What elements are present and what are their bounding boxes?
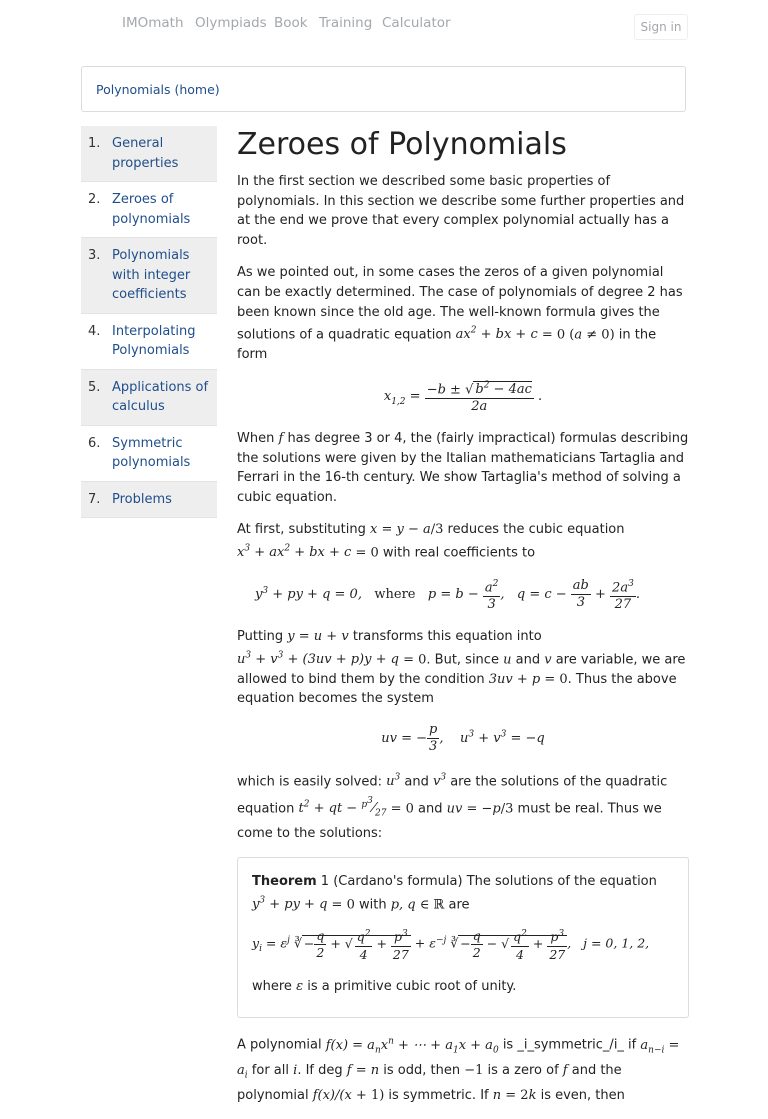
sidebar-item-label[interactable]: Problems: [112, 491, 172, 507]
sidebar-item-number: 1.: [88, 136, 101, 151]
page-title: Zeroes of Polynomials: [237, 127, 567, 162]
sidebar-item-number: 2.: [88, 192, 101, 207]
paragraph-transform: Putting y = u + v transforms this equation into $u^3 + v^3 + (3uv + p)y + q = 0$. But, since u and v are variable, we are allowed to bind them by the condition 3uv + p = 0. Thus the above equation becomes the system: [237, 629, 686, 707]
sidebar-item-number: 4.: [88, 323, 101, 339]
paragraph-substitution: At first, substituting x = y − a/3 reduces the cubic equation $x^3 + ax^2$ + bx + c = 0 with real coefficients to: [237, 522, 625, 561]
system-formula: uv = − $\frac{p}{3}$ , $u^3 + v^3 = -q$: [381, 721, 545, 754]
theorem-note: where ε is a primitive cubic root of unity.: [252, 978, 517, 994]
theorem-statement: Theorem 1 (Cardano's formula) The solutions of the equation $y^3$ + py + q = 0 with p, q ∈ ℝ are: [252, 873, 657, 912]
breadcrumb-box: [81, 66, 686, 112]
sidebar-item-number: 6.: [88, 435, 101, 451]
nav-link-training[interactable]: Training: [319, 15, 373, 31]
sidebar-item-number: 5.: [88, 379, 101, 395]
sidebar-item-general-properties[interactable]: [81, 126, 217, 182]
nav-link-imomath[interactable]: IMOmath: [122, 15, 184, 31]
nav-link-book[interactable]: Book: [274, 15, 308, 31]
top-navigation: [0, 0, 768, 50]
paragraph-solution: which is easily solved: $u^3$ and $v^3$ are the solutions of the quadratic equation $t^2$ + qt − $^{p^3}⁄_{27} = 0$ and uv = −p/3 must be real. Thus we come to the solutions:: [237, 772, 668, 842]
sidebar-item-label[interactable]: Zeroes of polynomials: [112, 192, 191, 227]
depressed-cubic-formula: $y^3$ + py + q = 0, where p = b − $\frac{a^2}{3}$ , q = c − $\frac{ab}{3}$ + $\frac{2a^3}{27}$ .: [237, 576, 689, 613]
sidebar-item-integer-coefficients[interactable]: [81, 238, 217, 314]
sidebar-item-label[interactable]: Applications of calculus: [112, 379, 209, 414]
nav-link-olympiads[interactable]: Olympiads: [195, 15, 267, 31]
sidebar-item-interpolating[interactable]: [81, 314, 217, 370]
quadratic-formula: $x_{1,2}$ = $\frac{-b \pm √ b^2 - 4ac}{2a}$ .: [237, 378, 689, 415]
sidebar-item-number: 3.: [88, 248, 101, 263]
sidebar-item-label[interactable]: Polynomials with integer coefficients: [112, 248, 191, 302]
sidebar-item-label[interactable]: Interpolating Polynomials: [112, 323, 196, 358]
sidebar-item-problems[interactable]: [81, 482, 217, 519]
sidebar-item-symmetric[interactable]: [81, 426, 217, 482]
paragraph-history: When f has degree 3 or 4, the (fairly impractical) formulas describing the solutions were given by the Italian mathematicians Tartaglia and Ferrari in the 16-th century. We show Tartaglia's method of solving a cubic equation.: [237, 431, 689, 505]
sidebar-item-label[interactable]: Symmetric polynomials: [112, 435, 191, 470]
nav-link-calculator[interactable]: Calculator: [382, 15, 451, 31]
sidebar-item-number: 7.: [88, 491, 101, 507]
polynomials-home-link[interactable]: Polynomials (home): [96, 82, 220, 97]
sidebar-item-calculus[interactable]: [81, 370, 217, 426]
sidebar-item-label[interactable]: General properties: [112, 136, 179, 171]
paragraph-quadratic: As we pointed out, in some cases the zeros of a given polynomial can be exactly determined. The case of polynomials of degree 2 has been known since the old age. The well-known formula gives the solutions of a quadratic equation $ax^2$ + bx + c = 0 (a ≠ 0) in the form: [237, 265, 683, 363]
paragraph-symmetric: A polynomial $f(x) = a_nx^n$ + ⋯ + $a_1x + a_0$ is _i_symmetric_/i_ if $a_{n-i} = a_i$ for all i. If deg f = n is odd, then −1 is a zero of f and the polynomial f(x)/(x + 1) is symmetric. If n = 2k is even, then: [237, 1036, 680, 1103]
paragraph-intro: In the first section we described some basic properties of polynomials. In this section we describe some further properties and at the end we prove that every complex polynomial actually has a root.: [237, 174, 685, 248]
sidebar-item-zeroes[interactable]: [81, 182, 217, 238]
cardano-formula: $y_i = \varepsilon^j$ ∛ − $\frac{q}{2}$ + √ $\frac{q^2}{4}$ + $\frac{p^3}{27}$ + $\varepsilon^{-j}$ ∛ − $\frac{q}{2}$ − √ $\frac{q^2}{4}$ + $\frac{p^3}{27}$ , j = 0, 1, 2,: [252, 928, 650, 962]
sign-in-button[interactable]: Sign in: [634, 14, 688, 40]
theorem-box: [237, 857, 689, 1018]
sidebar: [81, 126, 217, 518]
article: [237, 120, 689, 1119]
